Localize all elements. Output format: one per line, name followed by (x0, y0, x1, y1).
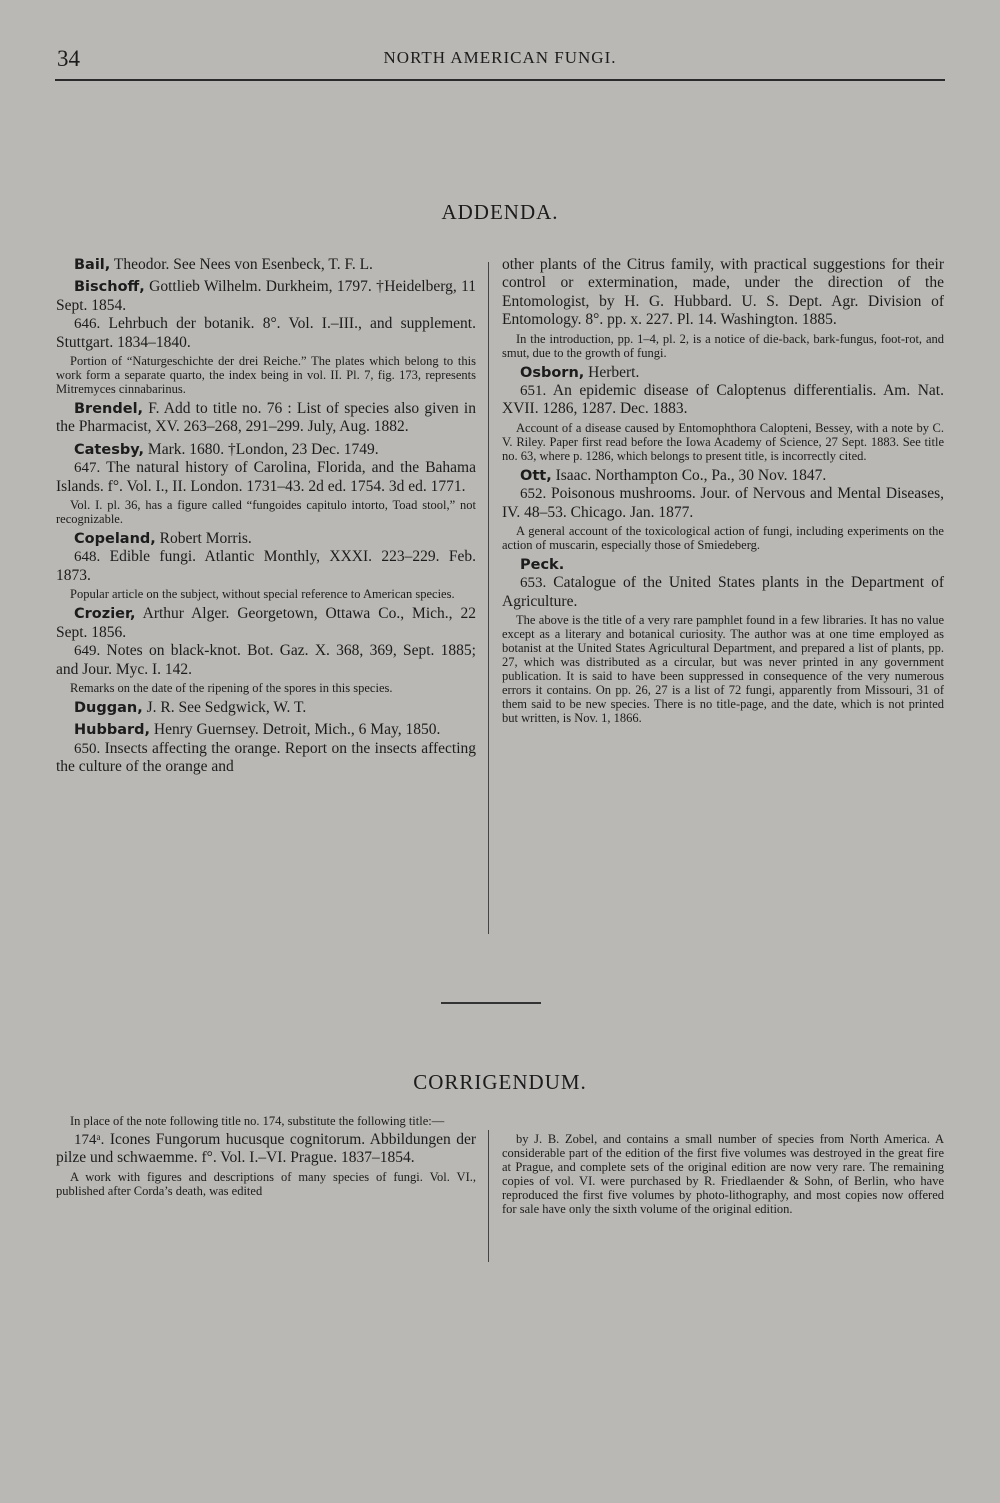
title-entry (56, 740, 476, 777)
author-entry (56, 256, 476, 274)
title-text: Notes on black-knot. Bot. Gaz. X. 368, 369, Sept. 1885; and Jour. Myc. I. 142. (56, 642, 476, 678)
entry-note: The above is the title of a very rare pamphlet found in a few libraries. It has no value except as a literary and botanical curiosity. The author was at one time employed as botanist at the United States Agricultural Department, and prepared a list of plants, pp. 27, which was distributed as a circular, but was never printed in any government publication. It is said to have been suppressed in consequence of the very numerous errors it contains. On pp. 26, 27 is a list of 72 fungi, apparently from Missouri, 31 of them said to be new species. There is no title-page, and the date, which is not printed but written, is Nov. 1, 1866. (502, 613, 944, 726)
title-entry (502, 485, 944, 522)
addenda-title: ADDENDA. (441, 200, 559, 224)
entry-note: by J. B. Zobel, and contains a small number of species from North America. A considerable part of the edition of the first five volumes was destroyed in the great fire at Prague, and complete sets of the original edition are now very rare. The remaining copies of vol. VI. were purchased by R. Friedlaender & Sohn, of Berlin, who have reproduced the first five volumes by photo-lithography, and most copies now offered for sale have only the sixth volume of the original edition. (502, 1132, 944, 1216)
running-title: NORTH AMERICAN FUNGI. (383, 48, 617, 67)
author-details: Isaac. Northampton Co., Pa., 30 Nov. 1847. (551, 466, 827, 484)
title-number: 174ᵃ. (74, 1132, 105, 1148)
author-name: Ott, (520, 467, 552, 484)
section-separator-rule (441, 1002, 541, 1004)
title-entry (502, 382, 944, 419)
entry-continuation: other plants of the Citrus family, with practical suggestions for their control or extermination, made, under the direction of the Entomologist, by H. G. Hubbard. U. S. Dept. Agr. Division of Entomology. 8°. pp. x. 227. Pl. 14. Washington. 1885. (502, 256, 944, 329)
author-name: Hubbard, (74, 722, 151, 739)
entry-note: A general account of the toxicological action of fungi, including experiments on the action of muscarin, especially those of Smiedeberg. (502, 524, 944, 553)
addenda-left-column (56, 256, 476, 777)
column-divider (488, 1130, 489, 1262)
author-details: Henry Guernsey. Detroit, Mich., 6 May, 1850. (150, 721, 441, 739)
entry-note: In place of the note following title no. 174, substitute the following title:— (70, 1114, 445, 1128)
author-name: Catesby, (74, 441, 145, 458)
author-details: Arthur Alger. Georgetown, Ottawa Co., Mich., 22 Sept. 1856. (56, 605, 476, 641)
title-number: 649. (74, 643, 101, 660)
page-number: 34 (57, 46, 80, 71)
title-text: Icones Fungorum hucusque cognitorum. Abbildungen der pilze und schwaemme. f°. Vol. I.–VI. Prague. 1837–1854. (56, 1131, 476, 1167)
title-text: An epidemic disease of Caloptenus differentialis. Am. Nat. XVII. 1286, 1287. Dec. 1883. (502, 382, 944, 418)
author-entry (502, 364, 944, 382)
entry-note: Portion of “Naturgeschichte der drei Reiche.” The plates which belong to this work form a separate quarto, the index being in vol. II. Pl. 7, fig. 173, represents Mitremyces cinnabarinus. (56, 354, 476, 397)
title-text: Insects affecting the orange. Report on the insects affecting the culture of the orange and (56, 739, 476, 776)
author-name: Bail, (74, 257, 111, 273)
author-entry (56, 278, 476, 315)
title-text: Edible fungi. Atlantic Monthly, XXXI. 223–229. Feb. 1873. (56, 548, 476, 584)
title-number: 647. (74, 460, 101, 477)
author-name: Osborn, (520, 364, 585, 381)
author-entry (502, 556, 944, 574)
title-number: 646. (74, 316, 101, 333)
author-details: F. Add to title no. 76 : List of species also given in the Pharmacist, XV. 263–268, 291–299. July, Aug. 1882. (56, 400, 476, 436)
title-number: 653. (520, 575, 547, 592)
author-details: Mark. 1680. †London, 23 Dec. 1749. (144, 440, 379, 458)
author-entry (502, 467, 944, 485)
author-entry (56, 400, 476, 437)
corrigendum-left-column (56, 1112, 476, 1201)
title-number: 652. (520, 486, 547, 503)
corrigendum-title: CORRIGENDUM. (413, 1070, 587, 1094)
title-text: The natural history of Carolina, Florida, and the Bahama Islands. f°. Vol. I., II. London. 1731–43. 2d ed. 1754. 3d ed. 1771. (56, 459, 476, 495)
author-name: Brendel, (74, 401, 144, 418)
title-entry (56, 548, 476, 585)
author-entry (56, 530, 476, 548)
author-details: Herbert. (584, 363, 640, 381)
title-entry (502, 574, 944, 611)
author-name: Duggan, (74, 699, 143, 716)
entry-note: Remarks on the date of the ripening of the spores in this species. (70, 680, 393, 695)
author-entry (56, 721, 476, 739)
author-entry (56, 441, 476, 459)
column-divider (488, 262, 489, 934)
author-name: Copeland, (74, 531, 156, 548)
title-entry (56, 459, 476, 496)
entry-note: Popular article on the subject, without special reference to American species. (70, 587, 455, 602)
author-name: Peck. (520, 557, 565, 574)
title-text: Lehrbuch der botanik. 8°. Vol. I.–III., and supplement. Stuttgart. 1834–1840. (56, 315, 476, 351)
entry-note: In the introduction, pp. 1–4, pl. 2, is a notice of die-back, bark-fungus, foot-rot, and smut, due to the growth of fungi. (502, 331, 944, 360)
entry-note: A work with figures and descriptions of many species of fungi. Vol. VI., published after Corda’s death, was edited (56, 1169, 476, 1198)
title-text: Catalogue of the United States plants in the Department of Agriculture. (502, 574, 944, 610)
author-details: Robert Morris. (155, 530, 252, 548)
addenda-right-column (502, 256, 944, 728)
title-entry (56, 1131, 476, 1168)
entry-note: Account of a disease caused by Entomophthora Calopteni, Bessey, with a note by C. V. Riley. Paper first read before the Iowa Academy of Science, 27 Sept. 1883. See title no. 63, where p. 1286, which belongs to present title, is incorrectly cited. (502, 420, 944, 463)
title-number: 651. (520, 383, 547, 400)
author-name: Crozier, (74, 606, 136, 623)
entry-note: Vol. I. pl. 36, has a figure called “fungoides capitulo intorto, Toad stool,” not recognizable. (56, 498, 476, 527)
title-entry (56, 642, 476, 679)
author-entry (56, 605, 476, 642)
author-details: J. R. See Sedgwick, W. T. (142, 698, 307, 716)
corrigendum-right-column (502, 1130, 944, 1219)
author-name: Bischoff, (74, 279, 145, 296)
author-details: Theodor. See Nees von Esenbeck, T. F. L. (110, 256, 373, 273)
header-rule (55, 79, 945, 81)
title-number: 648. (74, 549, 101, 566)
title-number: 650. (74, 740, 101, 757)
author-details: Gottlieb Wilhelm. Durkheim, 1797. †Heidelberg, 11 Sept. 1854. (56, 278, 476, 314)
title-text: Poisonous mushrooms. Jour. of Nervous and Mental Diseases, IV. 48–53. Chicago. Jan. 1877. (502, 485, 944, 521)
title-entry (56, 315, 476, 352)
author-entry (56, 699, 476, 717)
